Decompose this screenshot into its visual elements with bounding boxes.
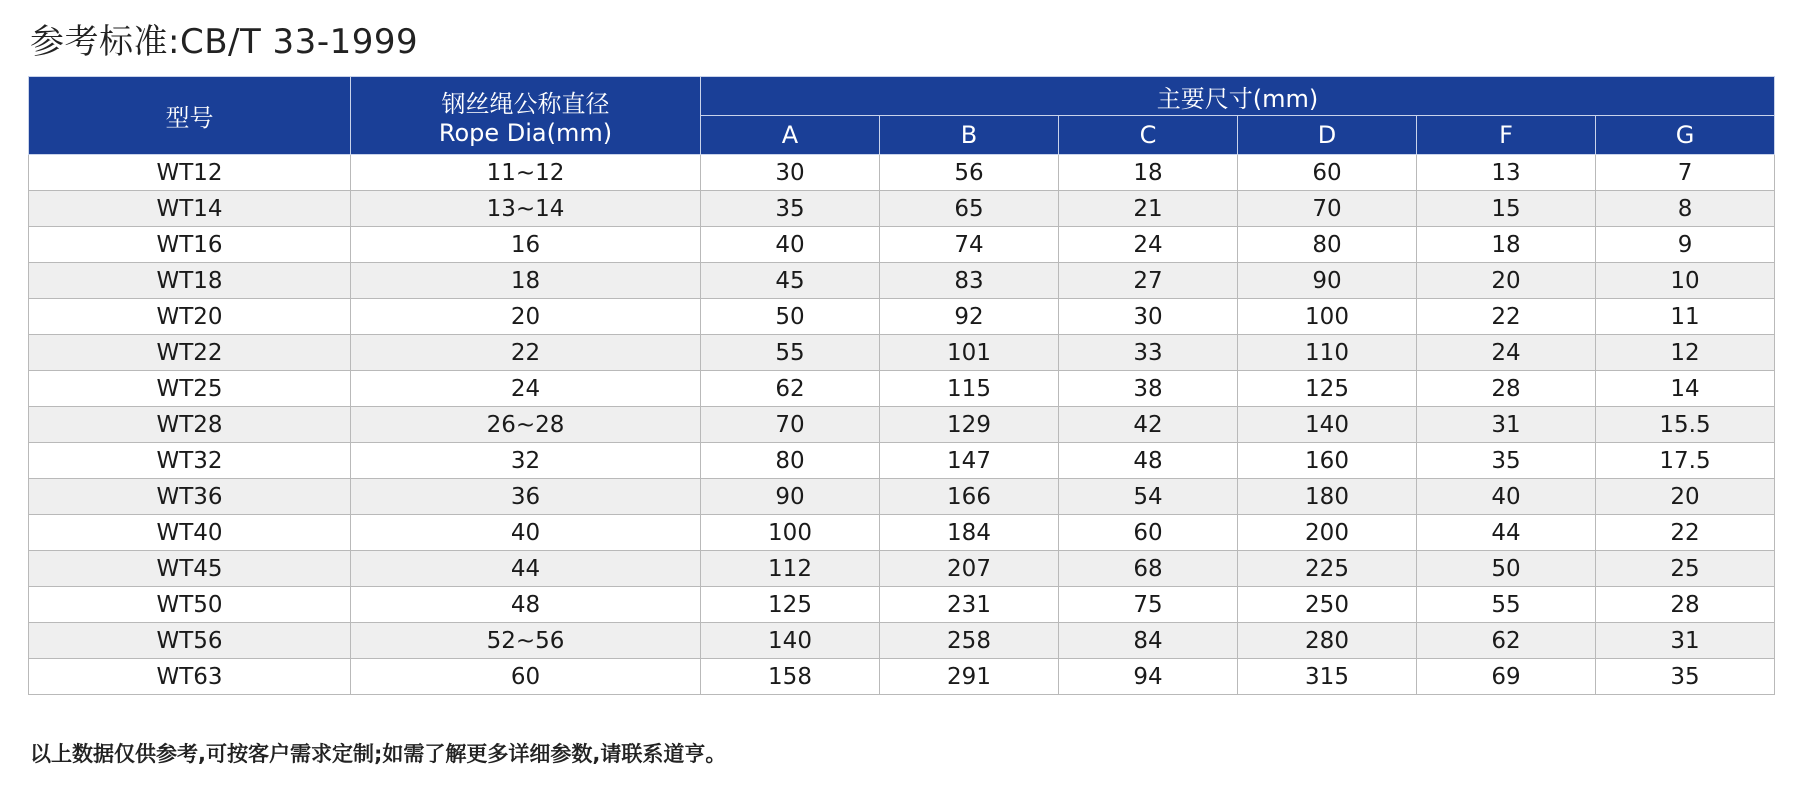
cell-f: 31	[1417, 407, 1596, 443]
cell-rope-dia: 48	[351, 587, 701, 623]
cell-a: 40	[701, 227, 880, 263]
cell-g: 11	[1596, 299, 1775, 335]
cell-b: 92	[880, 299, 1059, 335]
header-col-f: F	[1417, 116, 1596, 155]
table-row	[29, 299, 1775, 335]
cell-b: 101	[880, 335, 1059, 371]
cell-f: 18	[1417, 227, 1596, 263]
header-col-g: G	[1596, 116, 1775, 155]
cell-f: 28	[1417, 371, 1596, 407]
cell-f: 20	[1417, 263, 1596, 299]
cell-d: 80	[1238, 227, 1417, 263]
cell-g: 12	[1596, 335, 1775, 371]
cell-a: 80	[701, 443, 880, 479]
cell-c: 18	[1059, 155, 1238, 191]
cell-f: 55	[1417, 587, 1596, 623]
cell-a: 62	[701, 371, 880, 407]
cell-rope-dia: 60	[351, 659, 701, 695]
cell-a: 112	[701, 551, 880, 587]
cell-b: 83	[880, 263, 1059, 299]
cell-a: 50	[701, 299, 880, 335]
cell-model: WT20	[29, 299, 351, 335]
cell-a: 30	[701, 155, 880, 191]
cell-f: 44	[1417, 515, 1596, 551]
table-body	[29, 155, 1775, 695]
cell-f: 69	[1417, 659, 1596, 695]
table-row	[29, 227, 1775, 263]
header-col-d: D	[1238, 116, 1417, 155]
cell-f: 24	[1417, 335, 1596, 371]
cell-b: 258	[880, 623, 1059, 659]
cell-c: 38	[1059, 371, 1238, 407]
cell-rope-dia: 32	[351, 443, 701, 479]
cell-d: 160	[1238, 443, 1417, 479]
cell-g: 22	[1596, 515, 1775, 551]
cell-b: 65	[880, 191, 1059, 227]
cell-model: WT12	[29, 155, 351, 191]
cell-model: WT50	[29, 587, 351, 623]
cell-model: WT63	[29, 659, 351, 695]
cell-model: WT22	[29, 335, 351, 371]
cell-d: 250	[1238, 587, 1417, 623]
cell-b: 129	[880, 407, 1059, 443]
cell-b: 231	[880, 587, 1059, 623]
header-model: 型号	[29, 77, 351, 155]
cell-g: 14	[1596, 371, 1775, 407]
cell-c: 54	[1059, 479, 1238, 515]
cell-d: 200	[1238, 515, 1417, 551]
cell-model: WT28	[29, 407, 351, 443]
cell-d: 100	[1238, 299, 1417, 335]
spec-table	[28, 76, 1775, 695]
table-row	[29, 551, 1775, 587]
cell-b: 166	[880, 479, 1059, 515]
cell-rope-dia: 26~28	[351, 407, 701, 443]
cell-g: 8	[1596, 191, 1775, 227]
cell-g: 31	[1596, 623, 1775, 659]
header-rope-dia-cn: 钢丝绳公称直径	[441, 90, 610, 118]
cell-d: 60	[1238, 155, 1417, 191]
cell-a: 140	[701, 623, 880, 659]
cell-d: 280	[1238, 623, 1417, 659]
cell-c: 68	[1059, 551, 1238, 587]
cell-model: WT36	[29, 479, 351, 515]
header-main-dims: 主要尺寸(mm)	[701, 77, 1775, 116]
cell-g: 17.5	[1596, 443, 1775, 479]
cell-c: 27	[1059, 263, 1238, 299]
cell-c: 24	[1059, 227, 1238, 263]
cell-g: 28	[1596, 587, 1775, 623]
cell-g: 20	[1596, 479, 1775, 515]
cell-b: 291	[880, 659, 1059, 695]
header-rope-dia-en: Rope Dia(mm)	[438, 119, 613, 147]
table-row	[29, 407, 1775, 443]
header-col-c: C	[1059, 116, 1238, 155]
page-title: 参考标准:CB/T 33-1999	[30, 22, 419, 62]
cell-g: 25	[1596, 551, 1775, 587]
cell-a: 70	[701, 407, 880, 443]
cell-model: WT18	[29, 263, 351, 299]
cell-c: 94	[1059, 659, 1238, 695]
cell-d: 225	[1238, 551, 1417, 587]
table-row	[29, 263, 1775, 299]
cell-rope-dia: 13~14	[351, 191, 701, 227]
cell-rope-dia: 11~12	[351, 155, 701, 191]
cell-g: 10	[1596, 263, 1775, 299]
cell-model: WT32	[29, 443, 351, 479]
cell-f: 40	[1417, 479, 1596, 515]
cell-rope-dia: 18	[351, 263, 701, 299]
cell-d: 125	[1238, 371, 1417, 407]
cell-d: 140	[1238, 407, 1417, 443]
cell-g: 9	[1596, 227, 1775, 263]
header-col-a: A	[701, 116, 880, 155]
cell-d: 90	[1238, 263, 1417, 299]
cell-b: 115	[880, 371, 1059, 407]
cell-b: 207	[880, 551, 1059, 587]
cell-rope-dia: 16	[351, 227, 701, 263]
cell-d: 110	[1238, 335, 1417, 371]
cell-d: 315	[1238, 659, 1417, 695]
header-col-b: B	[880, 116, 1059, 155]
cell-rope-dia: 20	[351, 299, 701, 335]
cell-c: 75	[1059, 587, 1238, 623]
footnote: 以上数据仅供参考,可按客户需求定制;如需了解更多详细参数,请联系道亨。	[30, 742, 727, 766]
cell-a: 55	[701, 335, 880, 371]
header-rope-dia	[351, 77, 701, 155]
cell-f: 35	[1417, 443, 1596, 479]
cell-model: WT25	[29, 371, 351, 407]
cell-c: 42	[1059, 407, 1238, 443]
cell-c: 60	[1059, 515, 1238, 551]
cell-c: 30	[1059, 299, 1238, 335]
cell-model: WT45	[29, 551, 351, 587]
cell-rope-dia: 44	[351, 551, 701, 587]
table-row	[29, 155, 1775, 191]
cell-rope-dia: 52~56	[351, 623, 701, 659]
cell-rope-dia: 36	[351, 479, 701, 515]
table-row	[29, 191, 1775, 227]
cell-a: 100	[701, 515, 880, 551]
cell-model: WT16	[29, 227, 351, 263]
cell-rope-dia: 22	[351, 335, 701, 371]
cell-a: 45	[701, 263, 880, 299]
cell-a: 125	[701, 587, 880, 623]
cell-g: 15.5	[1596, 407, 1775, 443]
cell-c: 48	[1059, 443, 1238, 479]
table-row	[29, 335, 1775, 371]
cell-b: 147	[880, 443, 1059, 479]
table-row	[29, 479, 1775, 515]
cell-f: 62	[1417, 623, 1596, 659]
table-row	[29, 371, 1775, 407]
cell-c: 84	[1059, 623, 1238, 659]
table-row	[29, 443, 1775, 479]
cell-c: 33	[1059, 335, 1238, 371]
cell-b: 56	[880, 155, 1059, 191]
cell-a: 90	[701, 479, 880, 515]
cell-b: 184	[880, 515, 1059, 551]
cell-a: 35	[701, 191, 880, 227]
cell-g: 35	[1596, 659, 1775, 695]
cell-f: 13	[1417, 155, 1596, 191]
cell-f: 22	[1417, 299, 1596, 335]
cell-f: 50	[1417, 551, 1596, 587]
table-row	[29, 659, 1775, 695]
cell-model: WT40	[29, 515, 351, 551]
cell-c: 21	[1059, 191, 1238, 227]
cell-b: 74	[880, 227, 1059, 263]
cell-rope-dia: 40	[351, 515, 701, 551]
cell-rope-dia: 24	[351, 371, 701, 407]
table-row	[29, 515, 1775, 551]
cell-d: 180	[1238, 479, 1417, 515]
cell-g: 7	[1596, 155, 1775, 191]
table-row	[29, 587, 1775, 623]
cell-d: 70	[1238, 191, 1417, 227]
cell-model: WT14	[29, 191, 351, 227]
cell-model: WT56	[29, 623, 351, 659]
table-row	[29, 623, 1775, 659]
cell-a: 158	[701, 659, 880, 695]
cell-f: 15	[1417, 191, 1596, 227]
